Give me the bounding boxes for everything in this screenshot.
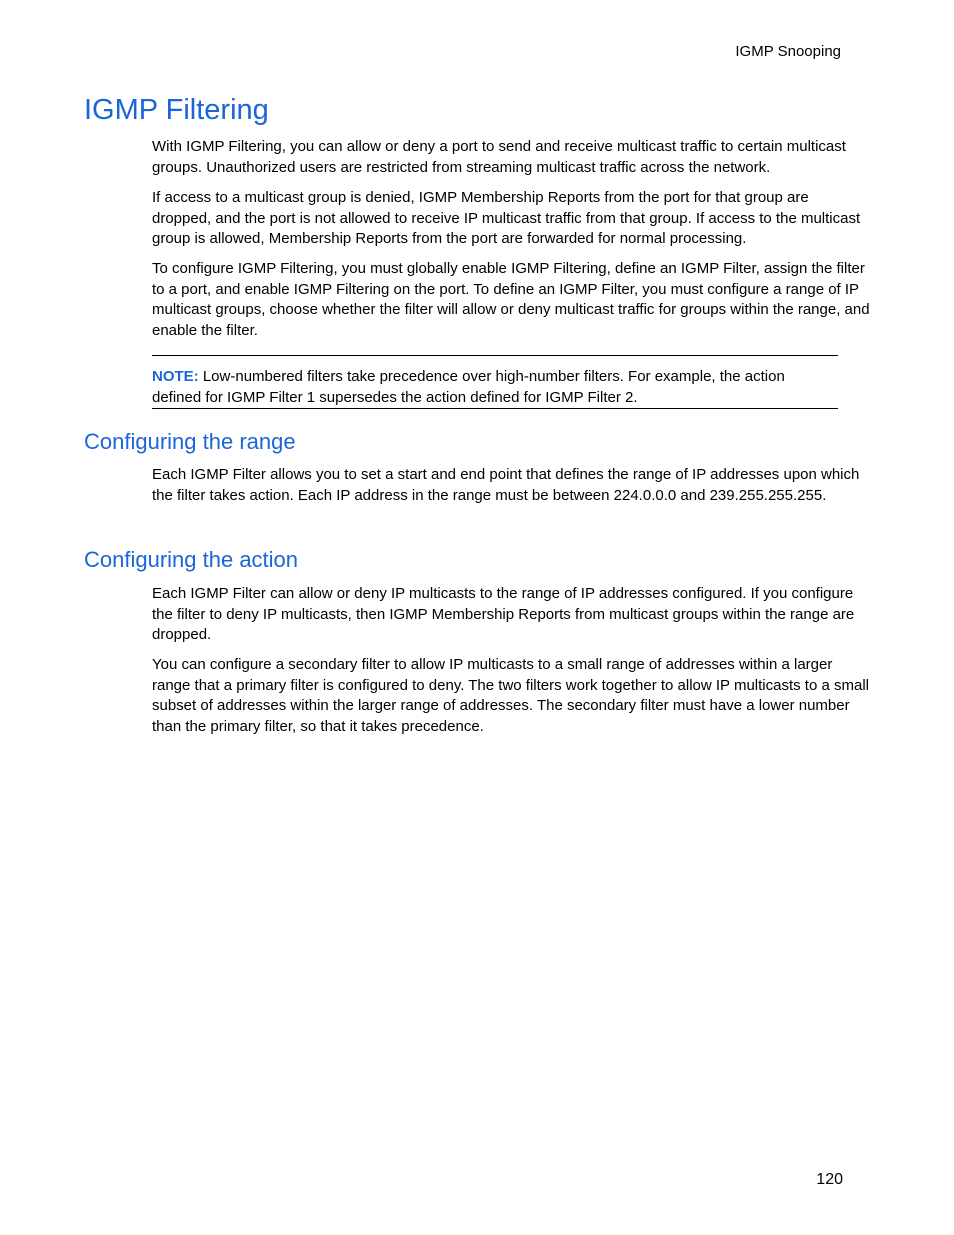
note-body: Low-numbered filters take precedence over high-number filters. For example, the action defined for IGMP Filter 1 supersedes the action defined for IGMP Filter 2. — [152, 368, 785, 406]
section-title: IGMP Filtering — [84, 94, 269, 126]
secondary-filter-paragraph: You can configure a secondary filter to allow IP multicasts to a small range of addresses within a larger range that a primary filter is configured to deny. The two filters work together to allow IP multicasts to a small subset of addresses within the larger range of addresses. The secondary filter must have a lower number than the primary filter, so that it takes precedence. — [152, 656, 869, 735]
subsection-title-action: Configuring the action — [84, 547, 299, 572]
configure-paragraph: To configure IGMP Filtering, you must globally enable IGMP Filtering, define an IGMP Filter, assign the filter to a port, and enable IGMP Filtering on the port. To define an IGMP Filter, you must configure a range of IP multicast groups, choose whether the filter will allow or deny multicast traffic for groups within the range, and enable the filter. — [152, 260, 870, 339]
access-paragraph: If access to a multicast group is denied, IGMP Membership Reports from the port for that group are dropped, and the port is not allowed to receive IP multicast traffic from that group. If access to the multicast group is allowed, Membership Reports from the port are forwarded for normal processing. — [152, 189, 861, 247]
range-paragraph: Each IGMP Filter allows you to set a start and end point that defines the range of IP addresses upon which the filter takes action. Each IP address in the range must be between 224.0.0.0 and 239.255.255.255. — [152, 466, 860, 504]
note-box — [152, 355, 838, 409]
running-header: IGMP Snooping — [735, 43, 841, 60]
subsection-title-range: Configuring the range — [84, 429, 296, 454]
action-paragraph: Each IGMP Filter can allow or deny IP multicasts to the range of IP addresses configured. If you configure the filter to deny IP multicasts, then IGMP Membership Reports from multicast groups within the range are dropped. — [152, 585, 855, 643]
note-text — [152, 367, 838, 408]
page-number: 120 — [816, 1171, 843, 1188]
note-label: NOTE: — [152, 368, 199, 385]
intro-paragraph: With IGMP Filtering, you can allow or deny a port to send and receive multicast traffic to certain multicast groups. Unauthorized users are restricted from streaming multicast traffic across the network. — [152, 138, 846, 176]
